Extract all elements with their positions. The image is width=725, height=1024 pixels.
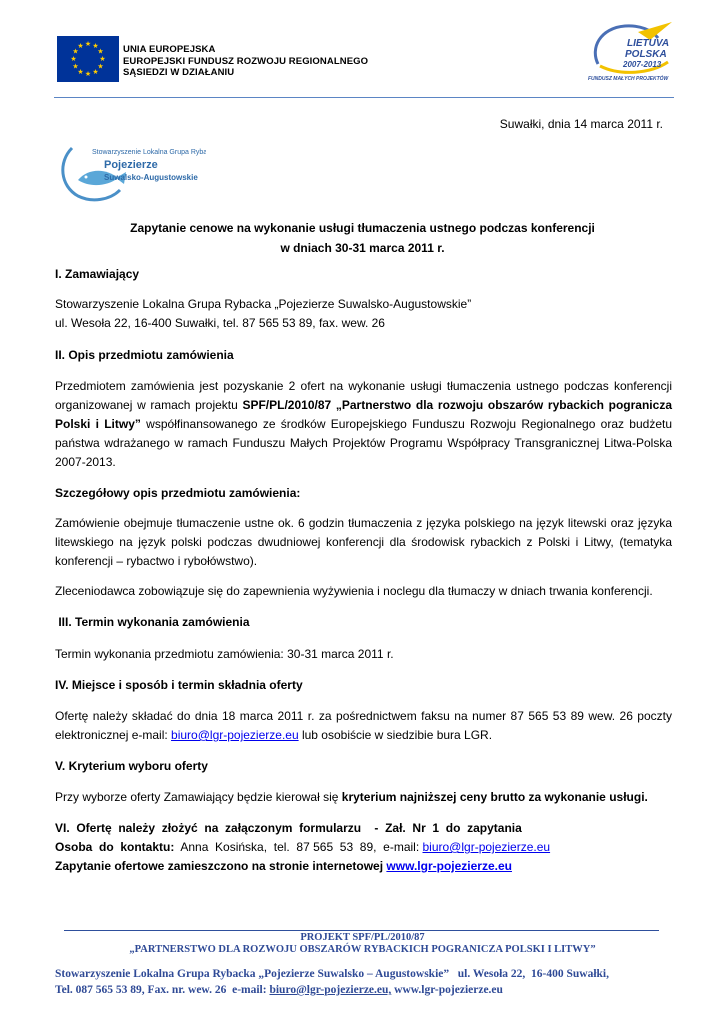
project-name: SPF/PL/2010/87 „Partnerstwo dla rozwoju obszarów rybackich pogranicza Polski i Litwy”	[55, 398, 672, 431]
website-text: Zapytanie ofertowe zamieszczono na stronie internetowej	[55, 859, 387, 873]
lp-logo-line-1: LIETUVA	[627, 38, 670, 49]
eu-line-1: UNIA EUROPEJSKA	[123, 44, 216, 55]
eu-line-2: EUROPEJSKI FUNDUSZ ROZWOJU REGIONALNEGO	[123, 55, 369, 67]
footer-email-link[interactable]: biuro@lgr-pojezierze.eu,	[269, 984, 392, 996]
section-2-paragraph-1	[55, 377, 672, 472]
footer-address-line-2	[55, 982, 675, 998]
contracting-party-address: ul. Wesoła 22, 16-400 Suwałki, tel. 87 565 53 89, fax. wew. 26	[55, 316, 385, 330]
footer-contact-text: Tel. 087 565 53 89, Fax. nr. wew. 26 e-mail:	[55, 984, 270, 996]
lgr-pojezierze-logo	[58, 140, 206, 206]
footer-project	[0, 932, 725, 956]
section-2-paragraph-3: Zleceniodawca zobowiązuje się do zapewnienia wyżywienia i noclegu dla tłumaczy w dniach trwania konferencji.	[55, 584, 653, 598]
footer-project-number: PROJEKT SPF/PL/2010/87	[300, 932, 425, 943]
eu-stars-icon	[57, 36, 119, 82]
svg-text:★: ★	[97, 62, 104, 71]
svg-text:★: ★	[72, 62, 79, 71]
title-line-2: w dniach 30-31 marca 2011 r.	[280, 241, 445, 255]
document-date: Suwałki, dnia 14 marca 2011 r.	[499, 117, 663, 131]
section-5-heading: V. Kryterium wyboru oferty	[55, 759, 208, 773]
section-2-p1-text-b: współfinansowanego ze środków Europejskiego Funduszu Rozwoju Regionalnego oraz budżetu państwa wdrażanego w ramach Funduszu Małych Projektów Programu Współpracy Transgranicznej Litwa-Polska 2007-2013.	[55, 417, 672, 469]
svg-text:★: ★	[84, 70, 92, 78]
contracting-party-name: Stowarzyszenie Lokalna Grupa Rybacka „Pojezierze Suwalsko-Augustowskie”	[55, 297, 472, 311]
lp-logo-line-3: 2007-2013	[623, 60, 662, 69]
section-2-p1-text-a: Przedmiotem zamówienia jest pozyskanie 2 ofert na wykonanie usługi tłumaczenia ustnego podczas konferencji organizowanej w ramach projektu	[55, 379, 672, 412]
section-3-body: Termin wykonania przedmiotu zamówienia: 30-31 marca 2011 r.	[55, 647, 394, 661]
svg-text:★: ★	[99, 55, 106, 63]
section-5-text-a: Przy wyborze oferty Zamawiający będzie kierował się	[55, 790, 342, 804]
detailed-description-heading: Szczegółowy opis przedmiotu zamówienia:	[55, 486, 301, 500]
eu-line-3: SĄSIEDZI W DZIAŁANIU	[123, 67, 235, 78]
section-6-website-line	[55, 857, 672, 876]
svg-text:★: ★	[77, 42, 84, 50]
svg-text:★: ★	[92, 68, 99, 76]
section-2-paragraph-2: Zamówienie obejmuje tłumaczenie ustne ok. 6 godzin tłumaczenia z języka polskiego na język litewski oraz języka litewskiego na język polski podczas dwudniowej konferencji dla środowisk rybackich z Polski i Litwy, (tematyka konferencji – rybactwo i rybołówstwo).	[55, 516, 672, 568]
lietuva-polska-graphic	[580, 18, 680, 90]
lgr-logo-line-3: Suwalsko-Augustowskie	[104, 173, 198, 182]
section-4-heading: IV. Miejsce i sposób i termin składnia oferty	[55, 678, 303, 692]
svg-text:★: ★	[84, 40, 92, 48]
contact-person-label: Osoba do kontaktu:	[55, 840, 175, 854]
footer-project-title: „PARTNERSTWO DLA ROZWOJU OBSZARÓW RYBACKICH POGRANICZA POLSKI I LITWY”	[129, 944, 596, 955]
section-1-body	[55, 295, 672, 333]
header-divider	[54, 97, 674, 98]
section-1-heading: I. Zamawiający	[55, 267, 140, 281]
svg-text:★: ★	[97, 47, 104, 56]
section-3-heading: III. Termin wykonania zamówienia	[55, 615, 250, 629]
email-link[interactable]: biuro@lgr-pojezierze.eu	[171, 728, 299, 742]
contact-person-text: Anna Kosińska, tel. 87 565 53 89, e-mail:	[174, 840, 423, 854]
footer-divider	[64, 930, 659, 931]
svg-text:★: ★	[92, 42, 99, 50]
lgr-logo-line-1: Stowarzyszenie Lokalna Grupa Rybacka	[92, 149, 206, 156]
section-5-body	[55, 788, 672, 807]
selection-criterion: kryterium najniższej ceny brutto za wykonanie usługi.	[341, 790, 648, 804]
eu-programme-text	[123, 44, 368, 79]
section-6-line-1: VI. Ofertę należy złożyć na załączonym formularzu - Zał. Nr 1 do zapytania	[55, 821, 522, 835]
contact-email-link[interactable]: biuro@lgr-pojezierze.eu	[422, 840, 551, 854]
section-4-body	[55, 707, 672, 745]
section-2-heading: II. Opis przedmiotu zamówienia	[55, 348, 234, 362]
website-link[interactable]: www.lgr-pojezierze.eu	[386, 859, 512, 873]
footer-address-line-1: Stowarzyszenie Lokalna Grupa Rybacka „Pojezierze Suwalsko – Augustowskie” ul. Wesoła 22, 16-400 Suwałki,	[55, 968, 609, 980]
lgr-logo-line-2: Pojezierze	[104, 159, 158, 171]
section-4-text-a: Ofertę należy składać do dnia 18 marca 2011 r. za pośrednictwem faksu na numer 87 565 53 89 wew. 26 poczty elektronicznej e-mail:	[55, 709, 672, 742]
svg-text:★: ★	[70, 55, 77, 63]
lietuva-polska-logo	[580, 18, 680, 90]
svg-text:★: ★	[72, 47, 79, 56]
lp-logo-caption: FUNDUSZ MAŁYCH PROJEKTÓW	[588, 76, 669, 82]
page-title	[55, 218, 670, 258]
footer-website-text: www.lgr-pojezierze.eu	[391, 984, 503, 996]
title-line-1: Zapytanie cenowe na wykonanie usługi tłumaczenia ustnego podczas konferencji	[130, 221, 595, 235]
footer-address	[55, 966, 675, 998]
section-6-contact-line	[55, 838, 672, 857]
lp-logo-line-2: POLSKA	[625, 49, 667, 60]
fish-logo-graphic	[58, 140, 206, 206]
section-4-text-b: lub osobiście w siedzibie bura LGR.	[298, 728, 493, 742]
eu-flag-logo	[57, 36, 119, 82]
svg-text:★: ★	[77, 68, 84, 76]
